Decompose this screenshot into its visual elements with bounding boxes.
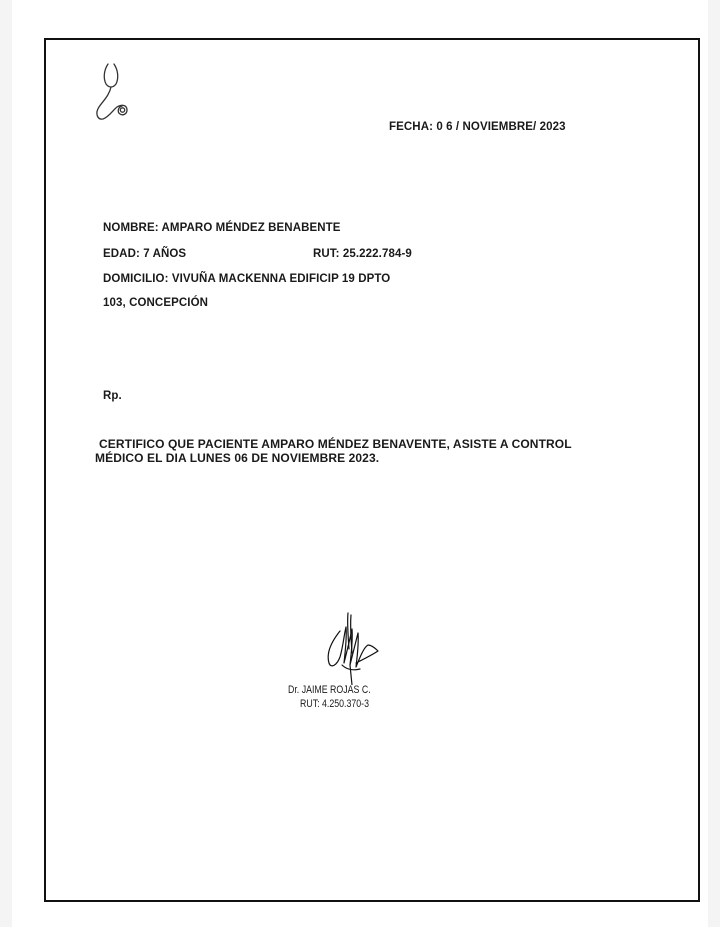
patient-age: EDAD: 7 AÑOS [103, 248, 187, 260]
document-border [44, 38, 700, 902]
patient-rut: RUT: 25.222.784-9 [313, 248, 412, 260]
patient-address-line2: 103, CONCEPCIÓN [103, 297, 209, 309]
doctor-name: Dr. JAIME ROJAS C. [288, 684, 371, 696]
document-page [12, 0, 708, 927]
date-label: FECHA: 0 6 / NOVIEMBRE/ 2023 [389, 121, 566, 133]
patient-address-line1: DOMICILIO: VIVUÑA MACKENNA EDIFICIP 19 DPTO [103, 273, 391, 285]
patient-name: NOMBRE: AMPARO MÉNDEZ BENABENTE [103, 222, 341, 234]
doctor-signature [312, 605, 384, 685]
doctor-rut: RUT: 4.250.370-3 [300, 698, 369, 710]
stethoscope-icon [80, 48, 140, 128]
certificate-line-1: CERTIFICO QUE PACIENTE AMPARO MÉNDEZ BENAVENTE, ASISTE A CONTROL [99, 437, 572, 451]
prescription-label: Rp. [103, 390, 122, 402]
certificate-line-2: MÉDICO EL DIA LUNES 06 DE NOVIEMBRE 2023. [95, 451, 380, 465]
